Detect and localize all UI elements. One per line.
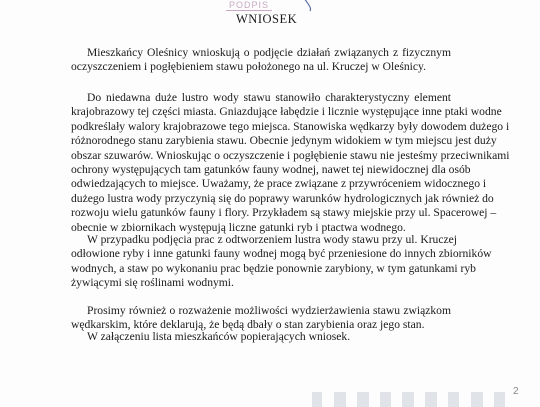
paragraph-4-line: Prosimy również o rozważenie możliwości wydzierżawienia stawu związkom — [87, 304, 451, 317]
redaction-block — [494, 392, 505, 407]
paragraph-1-line: Mieszkańcy Oleśnicy wnioskują o podjęcie działań związanych z fizycznym — [87, 46, 451, 59]
paragraph-1 — [71, 46, 451, 75]
redaction-block — [402, 392, 414, 407]
paragraph-5 — [71, 330, 451, 344]
paragraph-4-line: wędkarskim, które deklarują, że będą dbały o stan zarybienia oraz jego stan. — [71, 318, 425, 332]
paragraph-2-line: rozwoju wielu gatunków fauny i flory. Przykładem są stawy miejskie przy ul. Spacerowej – — [71, 206, 497, 220]
redaction-block — [380, 392, 391, 407]
paragraph-2-line: różnorodnego stanu zarybienia stawu. Obecnie jedynym widokiem w tym miejscu jest duży — [71, 134, 497, 148]
paragraph-3 — [71, 233, 492, 291]
paragraph-2-line: obszar szuwarów. Wnioskując o oczyszczenie i pogłębienie stawu nie jesteśmy przeciwnikami — [71, 148, 510, 162]
paragraph-3-line: wodnych, a staw po wykonaniu prac będzie ponownie zarybiony, w tym gatunkami ryb — [71, 261, 476, 275]
redaction-block — [471, 392, 483, 407]
paragraph-2-line: podkreślały walory krajobrazowe tego miejsca. Stanowiska wędkarzy były dowodem dużego i — [71, 119, 510, 133]
corner-mark: 2 — [513, 386, 519, 397]
paragraph-5-line: W załączeniu lista mieszkańców popierających wniosek. — [87, 330, 351, 343]
paragraph-3-line: W przypadku podjęcia prac z odtworzeniem lustra wody stawu przy ul. Kruczej — [87, 233, 458, 246]
paragraph-2-line: krajobrazowy tej części miasta. Gniazdujące łabędzie i licznie występujące inne ptaki wodne — [71, 105, 502, 119]
redaction-block — [425, 392, 437, 407]
paragraph-2-line: dużego lustra wody przyczynią się do poprawy warunków hydrologicznych jak również do — [71, 191, 494, 205]
redaction-block — [357, 392, 369, 407]
handwritten-signature — [298, 0, 328, 12]
paragraph-4 — [71, 304, 451, 333]
signature-stamp: PODPIS — [226, 0, 272, 11]
paragraph-2-line: obecnie w zbiornikach występują liczne gatunki ryb i ptactwa wodnego. — [71, 220, 406, 234]
paragraph-2-line: odwiedzających to miejsce. Uważamy, że prace związane z przywróceniem widocznego i — [71, 177, 487, 191]
redaction-block — [448, 392, 459, 407]
document-title: WNIOSEK — [236, 12, 298, 26]
paragraph-2-line: ochrony występujących tam gatunków fauny wodnej, nawet tej niewidocznej dla osób — [71, 163, 471, 177]
paragraph-3-line: odłowione ryby i inne gatunki fauny wodnej mogą być przeniesione do innych zbiorników — [71, 247, 492, 261]
paragraph-2-line: Do niedawna duże lustro wody stawu stanowiło charakterystyczny element — [87, 91, 451, 104]
paragraph-3-line: żywiącymi się roślinami wodnymi. — [71, 276, 234, 290]
redaction-block — [312, 392, 322, 407]
paragraph-2 — [71, 91, 510, 235]
paragraph-1-line: oczyszczeniem i pogłębieniem stawu położonego na ul. Kruczej w Oleśnicy. — [71, 60, 426, 74]
redaction-block — [334, 392, 346, 407]
